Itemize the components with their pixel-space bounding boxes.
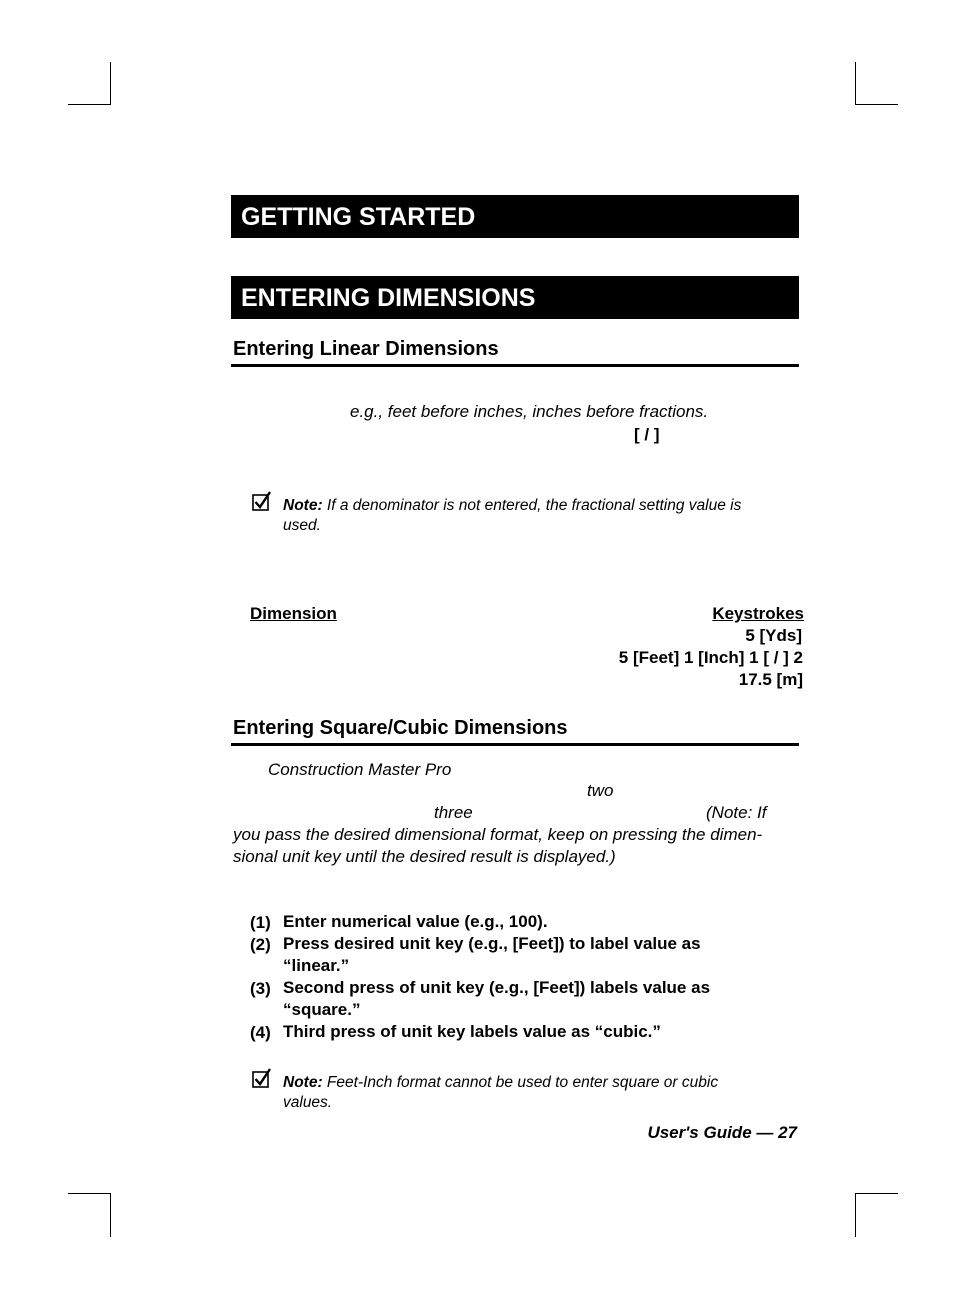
step-text: Press desired unit key (e.g., [Feet]) to label value as “linear.”	[283, 934, 701, 975]
square-cubic-note	[283, 1073, 723, 1113]
linear-heading: Entering Linear Dimensions	[233, 338, 499, 360]
note-label: Note:	[283, 1074, 323, 1091]
linear-note	[283, 496, 783, 536]
step-text: Third press of unit key labels value as “cubic.”	[283, 1022, 661, 1041]
page-footer: User's Guide — 27	[647, 1123, 797, 1142]
checkbox-checked-icon	[252, 1068, 272, 1088]
fraction-key-label: [ / ]	[634, 425, 660, 444]
keystroke-row: 17.5 [m]	[738, 670, 803, 689]
step-number: (1)	[250, 913, 271, 932]
crop-mark-top-left-h	[68, 104, 111, 105]
section-title-banner: GETTING STARTED	[231, 195, 799, 238]
crop-mark-bottom-right-v	[855, 1193, 856, 1237]
square-cubic-heading: Entering Square/Cubic Dimensions	[233, 717, 568, 739]
crop-mark-top-right-v	[855, 62, 856, 105]
step-number: (4)	[250, 1023, 271, 1042]
note-start: (Note: If	[706, 803, 767, 822]
word-three: three	[434, 803, 473, 822]
crop-mark-bottom-left-h	[68, 1193, 111, 1194]
keystroke-row: 5 [Feet] 1 [Inch] 1 [ / ] 2	[618, 648, 803, 667]
crop-mark-top-right-h	[855, 104, 898, 105]
product-name: Construction Master Pro	[268, 760, 452, 779]
keystroke-row: 5 [Yds]	[745, 626, 802, 645]
step-text: Second press of unit key (e.g., [Feet]) labels value as “square.”	[283, 978, 711, 1019]
chapter-title-banner: ENTERING DIMENSIONS	[231, 276, 799, 319]
linear-heading-rule	[231, 364, 799, 367]
note-text: Feet-Inch format cannot be used to enter square or cubic values.	[283, 1074, 719, 1111]
linear-example-text: e.g., feet before inches, inches before fractions.	[350, 402, 709, 421]
checkbox-checked-icon	[252, 491, 272, 511]
word-two: two	[587, 781, 614, 800]
step-number: (3)	[250, 979, 271, 998]
note-line-2: you pass the desired dimensional format, keep on pressing the dimen-	[233, 825, 763, 844]
col-dimension-header: Dimension	[250, 604, 337, 623]
col-keystrokes-header: Keystrokes	[712, 604, 804, 623]
crop-mark-bottom-left-v	[110, 1193, 111, 1237]
step-text: Enter numerical value (e.g., 100).	[283, 912, 548, 931]
crop-mark-top-left-v	[110, 62, 111, 105]
note-line-3: sional unit key until the desired result is displayed.)	[233, 847, 616, 866]
crop-mark-bottom-right-h	[855, 1193, 898, 1194]
step-number: (2)	[250, 935, 271, 954]
square-cubic-heading-rule	[231, 743, 799, 746]
note-text: If a denominator is not entered, the fractional setting value is used.	[283, 497, 742, 534]
note-label: Note:	[283, 497, 323, 514]
